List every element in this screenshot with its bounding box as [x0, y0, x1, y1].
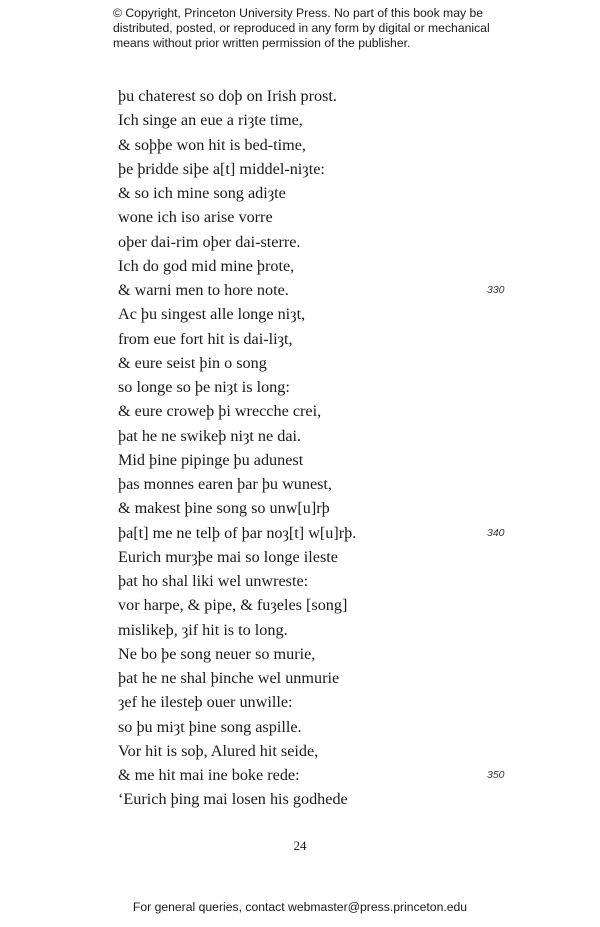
- poem-line-text: þu chaterest so doþ on Irish prost.: [118, 87, 337, 105]
- poem-line: [118, 666, 518, 690]
- poem-line-text: & so ich mine song adiȝte: [118, 184, 286, 202]
- poem-line: [118, 739, 518, 763]
- poem-line-text: þat he ne shal þinche wel unmurie: [118, 669, 340, 687]
- poem-line-text: & soþþe won hit is bed-time,: [118, 135, 306, 154]
- poem-line-text: ȝef he ilesteþ ouer unwille:: [118, 693, 293, 712]
- poem-line: [118, 327, 518, 351]
- poem-line-text: þat ho shal liki wel unwreste:: [118, 572, 309, 590]
- poem-line: [118, 205, 518, 229]
- poem-line: [118, 569, 518, 593]
- poem-line: [118, 448, 518, 472]
- poem-line: [118, 618, 518, 642]
- poem-line: [118, 230, 518, 254]
- poem-line: [118, 133, 518, 157]
- poem-line: [118, 787, 518, 811]
- poem-line: [118, 690, 518, 714]
- copyright-line: © Copyright, Princeton University Press. No part of this book may be: [113, 6, 484, 20]
- poem-line-text: ‘Eurich þing mai losen his godhede: [118, 790, 348, 809]
- copyright-line: means without prior written permission of the publisher.: [113, 36, 411, 50]
- poem-line: [118, 108, 518, 132]
- poem-line-text: Ne bo þe song neuer so murie,: [118, 644, 316, 663]
- poem-line-text: Ac þu singest alle longe niȝt,: [118, 305, 306, 324]
- poem-line: [118, 278, 518, 302]
- poem-line-text: & me hit mai ine boke rede:: [118, 766, 300, 784]
- poem-line-text: Ich do god mid mine þrote,: [118, 256, 295, 275]
- poem-line-text: mislikeþ, ȝif hit is to long.: [118, 620, 288, 639]
- poem-line-text: so longe so þe niȝt is long:: [118, 378, 290, 396]
- poem-text: [118, 84, 518, 812]
- poem-line: [118, 302, 518, 326]
- poem-line-text: & eure croweþ þi wrecche crei,: [118, 402, 322, 421]
- poem-line: [118, 399, 518, 423]
- poem-line: [118, 715, 518, 739]
- poem-line-text: & makest þine song so unw[u]rþ: [118, 499, 330, 518]
- poem-line-text: & eure seist þin o song: [118, 353, 267, 372]
- poem-line-text: from eue fort hit is dai-liȝt,: [118, 329, 293, 348]
- poem-line: [118, 521, 518, 545]
- poem-line-text: & warni men to hore note.: [118, 281, 289, 299]
- poem-line-text: wone ich iso arise vorre: [118, 208, 273, 227]
- poem-line-text: Mid þine pipinge þu adunest: [118, 450, 304, 469]
- poem-line-text: Ich singe an eue a riȝte time,: [118, 111, 303, 130]
- line-number: 330: [487, 284, 505, 296]
- poem-line: [118, 424, 518, 448]
- poem-line-text: þas monnes earen þar þu wunest,: [118, 475, 332, 493]
- line-number: 350: [487, 769, 505, 781]
- line-number: 340: [487, 526, 505, 539]
- copyright-notice: [113, 6, 553, 51]
- poem-line: [118, 84, 518, 108]
- poem-line-text: oþer dai-rim oþer dai-sterre.: [118, 232, 301, 251]
- poem-line-text: Vor hit is soþ, Alured hit seide,: [118, 741, 319, 760]
- poem-line: [118, 375, 518, 399]
- poem-line: [118, 472, 518, 496]
- poem-line: [118, 763, 518, 787]
- poem-line: [118, 157, 518, 181]
- poem-line-text: þat he ne swikeþ niȝt ne dai.: [118, 426, 302, 445]
- poem-line: [118, 545, 518, 569]
- poem-line: [118, 181, 518, 205]
- page-number: 24: [293, 838, 307, 853]
- poem-line: [118, 496, 518, 520]
- poem-line: [118, 593, 518, 617]
- poem-line: [118, 642, 518, 666]
- poem-line-text: vor harpe, & pipe, & fuȝeles [song]: [118, 596, 348, 615]
- poem-line: [118, 254, 518, 278]
- poem-line-text: þe þridde siþe a[t] middel-niȝte:: [118, 159, 325, 178]
- poem-line-text: þa[t] me ne telþ of þar noȝ[t] w[u]rþ.: [118, 523, 357, 542]
- poem-line-text: so þu miȝt þine song aspille.: [118, 717, 302, 736]
- footer-contact: For general queries, contact webmaster@press.princeton.edu: [132, 900, 468, 914]
- poem-line-text: Eurich murȝþe mai so longe ileste: [118, 547, 338, 566]
- poem-line: [118, 351, 518, 375]
- copyright-line: distributed, posted, or reproduced in any form by digital or mechanical: [113, 21, 490, 35]
